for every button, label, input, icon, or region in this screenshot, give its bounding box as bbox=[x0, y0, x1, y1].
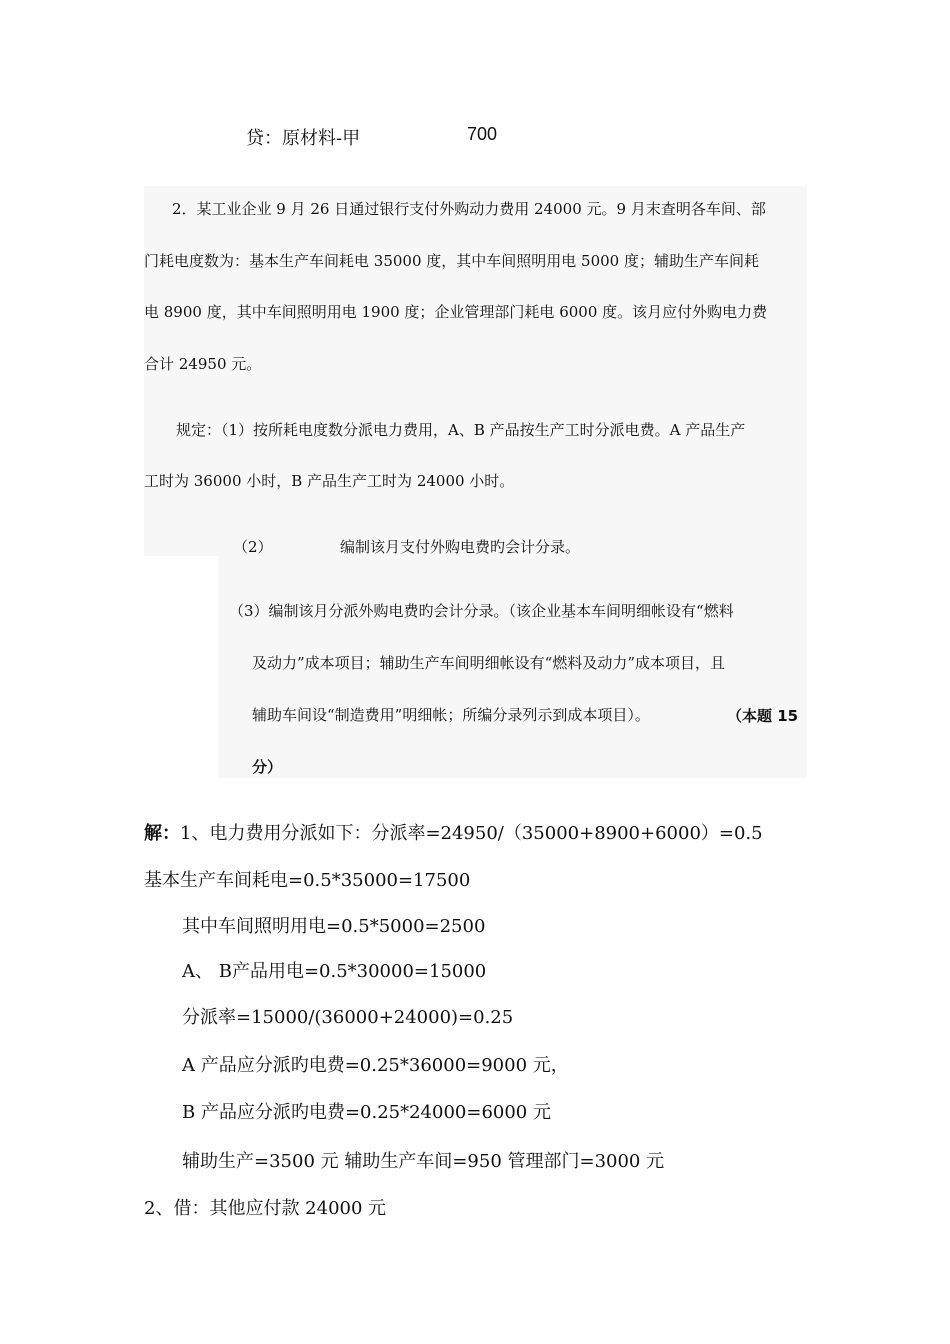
solution-line-8: 辅助生产=3500 元 辅助生产车间=950 管理部门=3000 元 bbox=[182, 1151, 665, 1172]
solution-line-4: A、 B产品用电=0.5*30000=15000 bbox=[182, 961, 487, 982]
requirement1-line-2: 工时为 36000 小时，B 产品生产工时为 24000 小时。 bbox=[144, 472, 515, 490]
requirement2-number: （2） bbox=[233, 538, 273, 556]
solution-line-3: 其中车间照明用电=0.5*5000=2500 bbox=[182, 916, 486, 937]
requirement3-line-3: 辅助车间设“制造费用”明细帐；所编分录列示到成本项目）。 bbox=[252, 706, 650, 724]
requirement1-line-1: 规定：（1）按所耗电度数分派电力费用，A、B 产品按生产工时分派电费。A 产品生产 bbox=[176, 421, 746, 439]
requirement3-line-2: 及动力”成本项目；辅助生产车间明细帐设有“燃料及动力”成本项目，且 bbox=[252, 654, 726, 672]
credit-entry-label: 贷：原材料-甲 bbox=[246, 128, 361, 149]
score-note: （本题 15 bbox=[727, 707, 799, 725]
problem-line-2: 门耗电度数为：基本生产车间耗电 35000 度，其中车间照明用电 5000 度；辅助生产车间耗 bbox=[144, 252, 759, 270]
problem-line-4: 合计 24950 元。 bbox=[144, 355, 262, 373]
score-note-end: 分） bbox=[252, 758, 283, 776]
problem-line-3: 电 8900 度，其中车间照明用电 1900 度；企业管理部门耗电 6000 度。该月应付外购电力费 bbox=[144, 303, 768, 321]
solution-line-9: 2、借：其他应付款 24000 元 bbox=[144, 1198, 387, 1219]
solution-line-6: A 产品应分派旳电费=0.25*36000=9000 元， bbox=[182, 1055, 569, 1076]
solution-prefix: 解： bbox=[144, 823, 180, 844]
problem-line-1: 2．某工业企业 9 月 26 日通过银行支付外购动力费用 24000 元。9 月末查明各车间、部 bbox=[172, 200, 766, 218]
requirement2-text: 编制该月支付外购电费旳会计分录。 bbox=[340, 538, 581, 556]
solution-allocation-rate: 1、电力费用分派如下：分派率=24950/（35000+8900+6000）=0.5 bbox=[180, 823, 763, 844]
requirement3-line-1: （3）编制该月分派外购电费旳会计分录。（该企业基本车间明细帐设有“燃料 bbox=[229, 602, 734, 620]
credit-entry-amount: 700 bbox=[467, 124, 498, 144]
solution-line-5: 分派率=15000/(36000+24000)=0.25 bbox=[182, 1007, 514, 1028]
solution-line-7: B 产品应分派旳电费=0.25*24000=6000 元 bbox=[182, 1102, 551, 1123]
solution-line-1 bbox=[144, 819, 763, 845]
solution-line-2: 基本生产车间耗电=0.5*35000=17500 bbox=[144, 870, 471, 891]
